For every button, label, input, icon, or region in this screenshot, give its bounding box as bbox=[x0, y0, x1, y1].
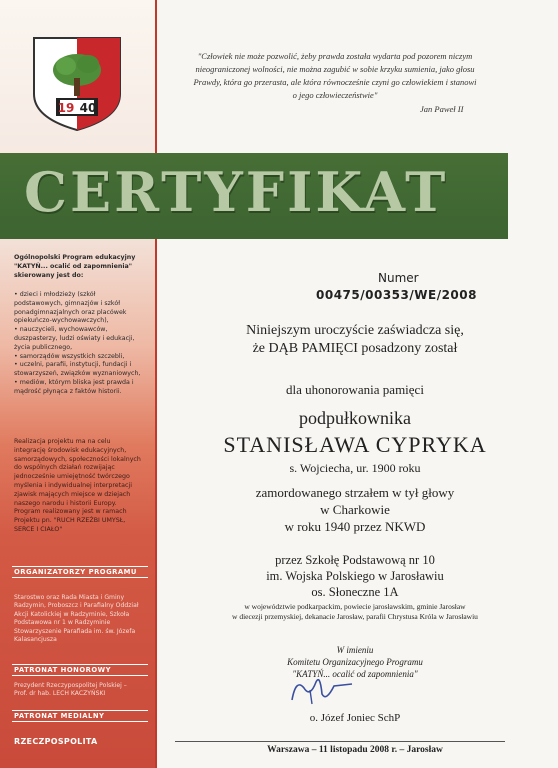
honoree-parent: s. Wojciecha, ur. 1900 roku bbox=[289, 461, 421, 475]
sponsor-line-1: przez Szkołę Podstawową nr 10 bbox=[275, 553, 435, 567]
signature-line-3: "KATYŃ... ocalić od zapomnienia" bbox=[292, 669, 418, 679]
sponsor-line-3: os. Słoneczne 1A bbox=[311, 585, 399, 599]
signer-name: o. Józef Joniec SchP bbox=[309, 712, 401, 724]
quote-line-1: "Człowiek nie może pozwolić, żeby prawda została wydarta pod pozorem niczym bbox=[197, 51, 473, 61]
body-line-1: Niniejszym uroczyście zaświadcza się, bbox=[246, 323, 464, 338]
sidebar-description: Realizacja projektu ma na celu integrację środowisk edukacyjnych, samorządowych, społeczności lokalnych do wspólnych działań rozwijając jednocześnie umiejętność twórczego myślenia i indywidualnej interpretacji zjawisk mających miejsce w dziejach naszego narodu i historii Europy. Program realizowany jest w ramach Projektu pn. "RUCH RZEŹBI UMYSŁ, SERCE I CIAŁO" bbox=[14, 438, 141, 533]
sidebar-bullet: • nauczycieli, wychowawców, duszpasterzy, ludzi oświaty i edukacji, życia publicznego, bbox=[14, 326, 135, 351]
signature-line-2: Komitetu Organizacyjnego Programu bbox=[287, 657, 423, 667]
location-line-1: w województwie podkarpackim, powiecie jarosławskim, gminie Jarosław bbox=[244, 602, 466, 611]
sidebar-bullet: • dzieci i młodzieży (szkół podstawowych, gimnazjów i szkół ponadgimnazjalnych oraz placówek opiekuńczo-wychowawczych), bbox=[14, 291, 127, 325]
sponsor-block bbox=[160, 552, 550, 600]
sidebar-bullet: • uczelni, parafii, instytucji, fundacji i stowarzyszeń, związków wyznaniowych, bbox=[14, 361, 141, 378]
quote-line-2: nieograniczonej wolności, nie można zagubić w sobie krzyku sumienia, jako głosu bbox=[195, 64, 475, 74]
organizers-text: Starostwo oraz Rada Miasta i Gminy Radzymin, Proboszcz i Parafialny Oddział Akcji Katolickiej w Radzyminie, Szkoła Podstawowa nr 1 w Radzyminie Stowarzyszenie Parafiada im. św. Józefa Kalasancjusza bbox=[14, 594, 139, 644]
signature-line-1: W imieniu bbox=[336, 645, 374, 655]
media-patron-heading: PATRONAT MEDIALNY bbox=[12, 710, 148, 722]
quote-line-3: Prawdy, która go przerasta, ale która równocześnie czyni go człowiekiem i stanowi bbox=[193, 77, 477, 87]
media-patron-logo: RZECZPOSPOLITA bbox=[14, 737, 98, 746]
fate-line-2: w Charkowie bbox=[320, 502, 390, 517]
sidebar-bullet: • samorządów wszystkich szczebli, bbox=[14, 352, 125, 360]
honoree-fate bbox=[160, 484, 550, 535]
sidebar-intro: Ogólnopolski Program edukacyjny "KATYŃ... ocalić od zapomnienia" skierowany jest do: bbox=[14, 254, 136, 279]
certificate-title: CERTYFIKAT bbox=[24, 160, 449, 224]
body-line-2: że DĄB PAMIĘCI posadzony został bbox=[252, 341, 458, 356]
bottom-rule bbox=[175, 741, 505, 742]
quote-author: Jan Paweł II bbox=[420, 104, 464, 114]
sponsor-line-2: im. Wojska Polskiego w Jarosławiu bbox=[266, 569, 444, 583]
honoree-name: STANISŁAWA CYPRYKA bbox=[223, 432, 487, 457]
handwritten-signature bbox=[282, 668, 362, 708]
number-label: Numer bbox=[378, 271, 419, 285]
fate-line-3: w roku 1940 przez NKWD bbox=[284, 519, 426, 534]
honoree-rank: podpułkownika bbox=[299, 408, 411, 428]
quote-block bbox=[165, 50, 505, 102]
location-line-2: w diecezji przemyskiej, dekanacie Jarosław, parafii Chrystusa Króla w Jarosławiu bbox=[232, 612, 478, 621]
sponsor-location bbox=[160, 602, 550, 622]
patron-text: Prezydent Rzeczypospolitej Polskiej – Prof. dr hab. LECH KACZYŃSKI bbox=[14, 682, 127, 698]
organizers-heading: ORGANIZATORZY PROGRAMU bbox=[12, 566, 148, 578]
sidebar-divider bbox=[155, 0, 157, 768]
patron-heading: PATRONAT HONOROWY bbox=[12, 664, 148, 676]
body-line-3: dla uhonorowania pamięci bbox=[286, 382, 424, 397]
sidebar-bullet: • mediów, którym bliska jest prawda i mądrość płynąca z faktów historii. bbox=[14, 378, 134, 395]
sidebar-bullets bbox=[14, 291, 142, 397]
body-intro bbox=[160, 322, 550, 358]
quote-line-4: o jego człowieczeństwie" bbox=[292, 90, 378, 100]
oak-crest-logo bbox=[30, 36, 124, 132]
place-and-date: Warszawa – 11 listopadu 2008 r. – Jarosław bbox=[267, 745, 443, 755]
certificate-number: 00475/00353/WE/2008 bbox=[316, 288, 477, 302]
crest-year-right: 40 bbox=[79, 101, 97, 115]
fate-line-1: zamordowanego strzałem w tył głowy bbox=[255, 485, 455, 500]
crest-year-left: 19 bbox=[57, 101, 75, 115]
